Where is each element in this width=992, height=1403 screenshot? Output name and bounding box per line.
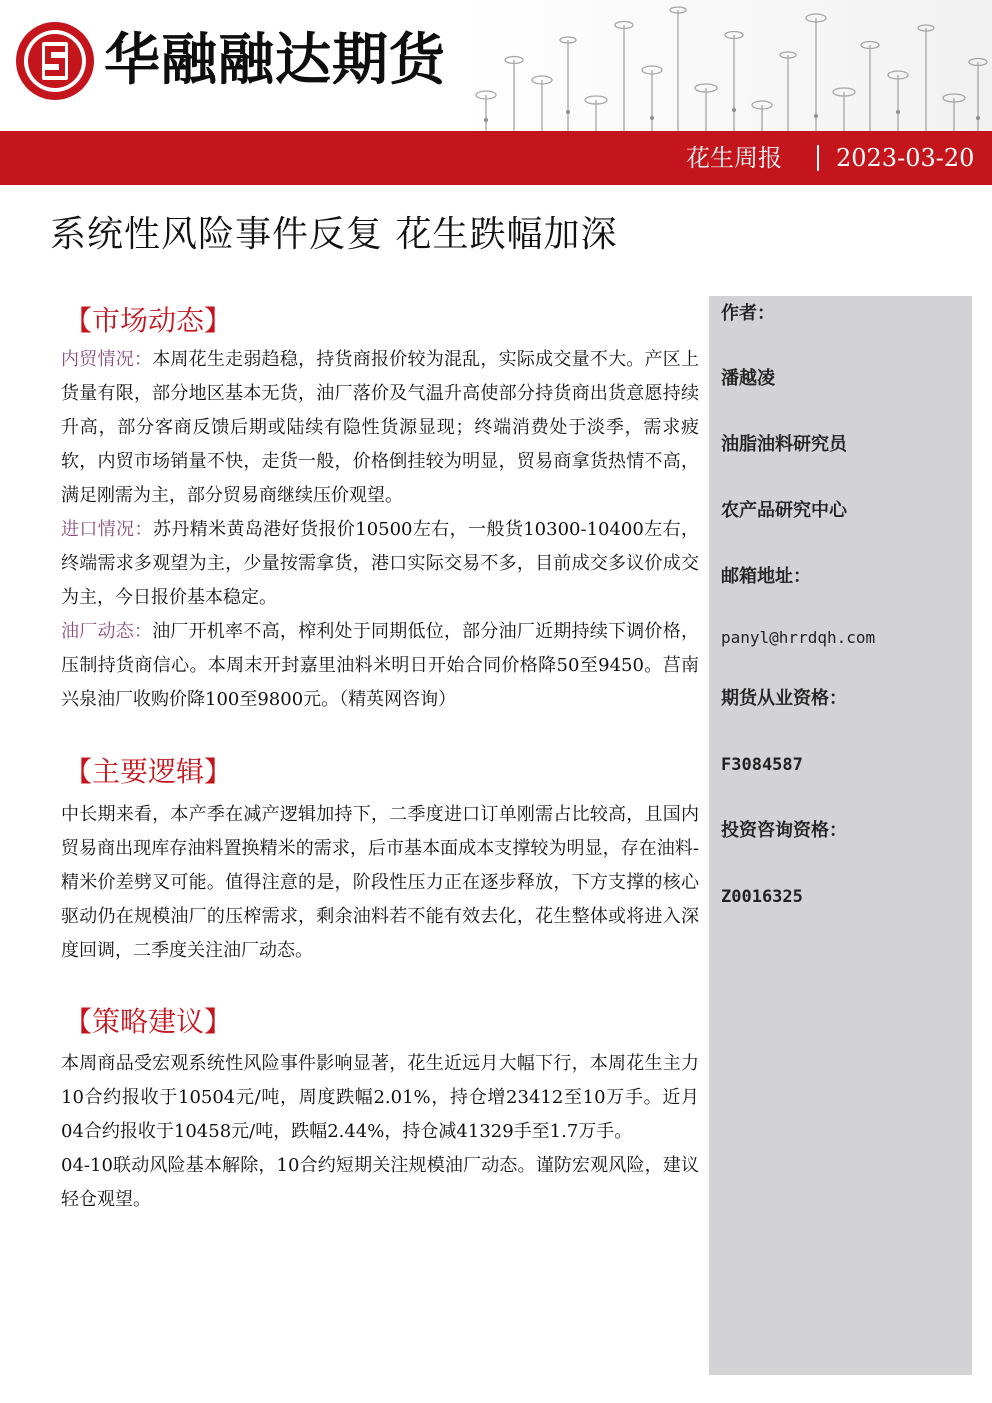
- market-import-paragraph: [61, 513, 699, 615]
- company-name: 华融融达期货: [104, 28, 446, 93]
- company-logo-icon: [14, 20, 96, 102]
- market-import-text: 苏丹精米黄岛港好货报价10500左右，一般货10300-10400左右，终端需求多观望为主，少量按需拿货，港口实际交易不多，目前成交多议价成交为主，今日报价基本稳定。: [61, 519, 699, 608]
- header-decoration: [456, 0, 992, 132]
- futures-qualification-label: 期货从业资格：: [721, 688, 847, 709]
- band-separator: [817, 145, 819, 171]
- author-name: 潘越凌: [721, 368, 775, 389]
- market-domestic-paragraph: [61, 343, 699, 513]
- strategy-paragraph-1: 本周商品受宏观系统性风险事件影响显著，花生近远月大幅下行，本周花生主力10合约报收于10504元/吨，周度跌幅2.01%，持仓增23412至10万手。近月04合约报收于10458元/吨，跌幅2.44%，持仓减41329手至1.7万手。: [61, 1053, 699, 1142]
- author-sidebar: [709, 296, 972, 1375]
- report-type: 花生周报: [686, 144, 782, 172]
- market-import-label: 进口情况：: [61, 519, 153, 540]
- section-title-strategy: 【策略建议】: [64, 1005, 233, 1038]
- market-domestic-label: 内贸情况：: [61, 349, 153, 370]
- advisory-qualification-label: 投资咨询资格：: [721, 820, 847, 841]
- advisory-qualification-id: Z0016325: [721, 887, 803, 907]
- logic-paragraph: 中长期来看，本产季在减产逻辑加持下，二季度进口订单刚需占比较高，且国内贸易商出现库存油料置换精米的需求，后市基本面成本支撑较为明显，存在油料-精米价差劈叉可能。值得注意的是，阶段性压力正在逐步释放，下方支撑的核心驱动仍在规模油厂的压榨需求，剩余油料若不能有效去化，花生整体或将进入深度回调，二季度关注油厂动态。: [61, 804, 699, 961]
- strategy-paragraph-2: 04-10联动风险基本解除，10合约短期关注规模油厂动态。谨防宏观风险，建议轻仓观望。: [61, 1155, 699, 1210]
- market-domestic-text: 本周花生走弱趋稳，持货商报价较为混乱，实际成交量不大。产区上货量有限，部分地区基本无货，油厂落价及气温升高使部分持货商出货意愿持续升高，部分客商反馈后期或陆续有隐性货源显现；终端消费处于淡季，需求疲软，内贸市场销量不快，走货一般，价格倒挂较为明显，贸易商拿货热情不高，满足刚需为主，部分贸易商继续压价观望。: [61, 349, 700, 506]
- author-department: 农产品研究中心: [721, 500, 847, 521]
- section-title-logic: 【主要逻辑】: [64, 755, 233, 788]
- market-oilmill-label: 油厂动态：: [61, 621, 153, 642]
- email-address[interactable]: panyl@hrrdqh.com: [721, 628, 876, 647]
- futures-qualification-id: F3084587: [721, 755, 803, 775]
- header-band: [0, 131, 992, 185]
- section-title-market: 【市场动态】: [64, 304, 233, 337]
- author-role: 油脂油料研究员: [721, 434, 847, 455]
- email-label: 邮箱地址：: [721, 566, 811, 587]
- author-label: 作者：: [721, 303, 775, 324]
- market-oilmill-text: 油厂开机率不高，榨利处于同期低位，部分油厂近期持续下调价格，压制持货商信心。本周末开封嘉里油料米明日开始合同价格降50至9450。莒南兴泉油厂收购价降100至9800元。（精英网咨询）: [61, 621, 700, 710]
- report-date: 2023-03-20: [836, 144, 975, 172]
- market-oilmill-paragraph: [61, 615, 699, 717]
- report-headline: 系统性风险事件反复 花生跌幅加深: [50, 214, 618, 255]
